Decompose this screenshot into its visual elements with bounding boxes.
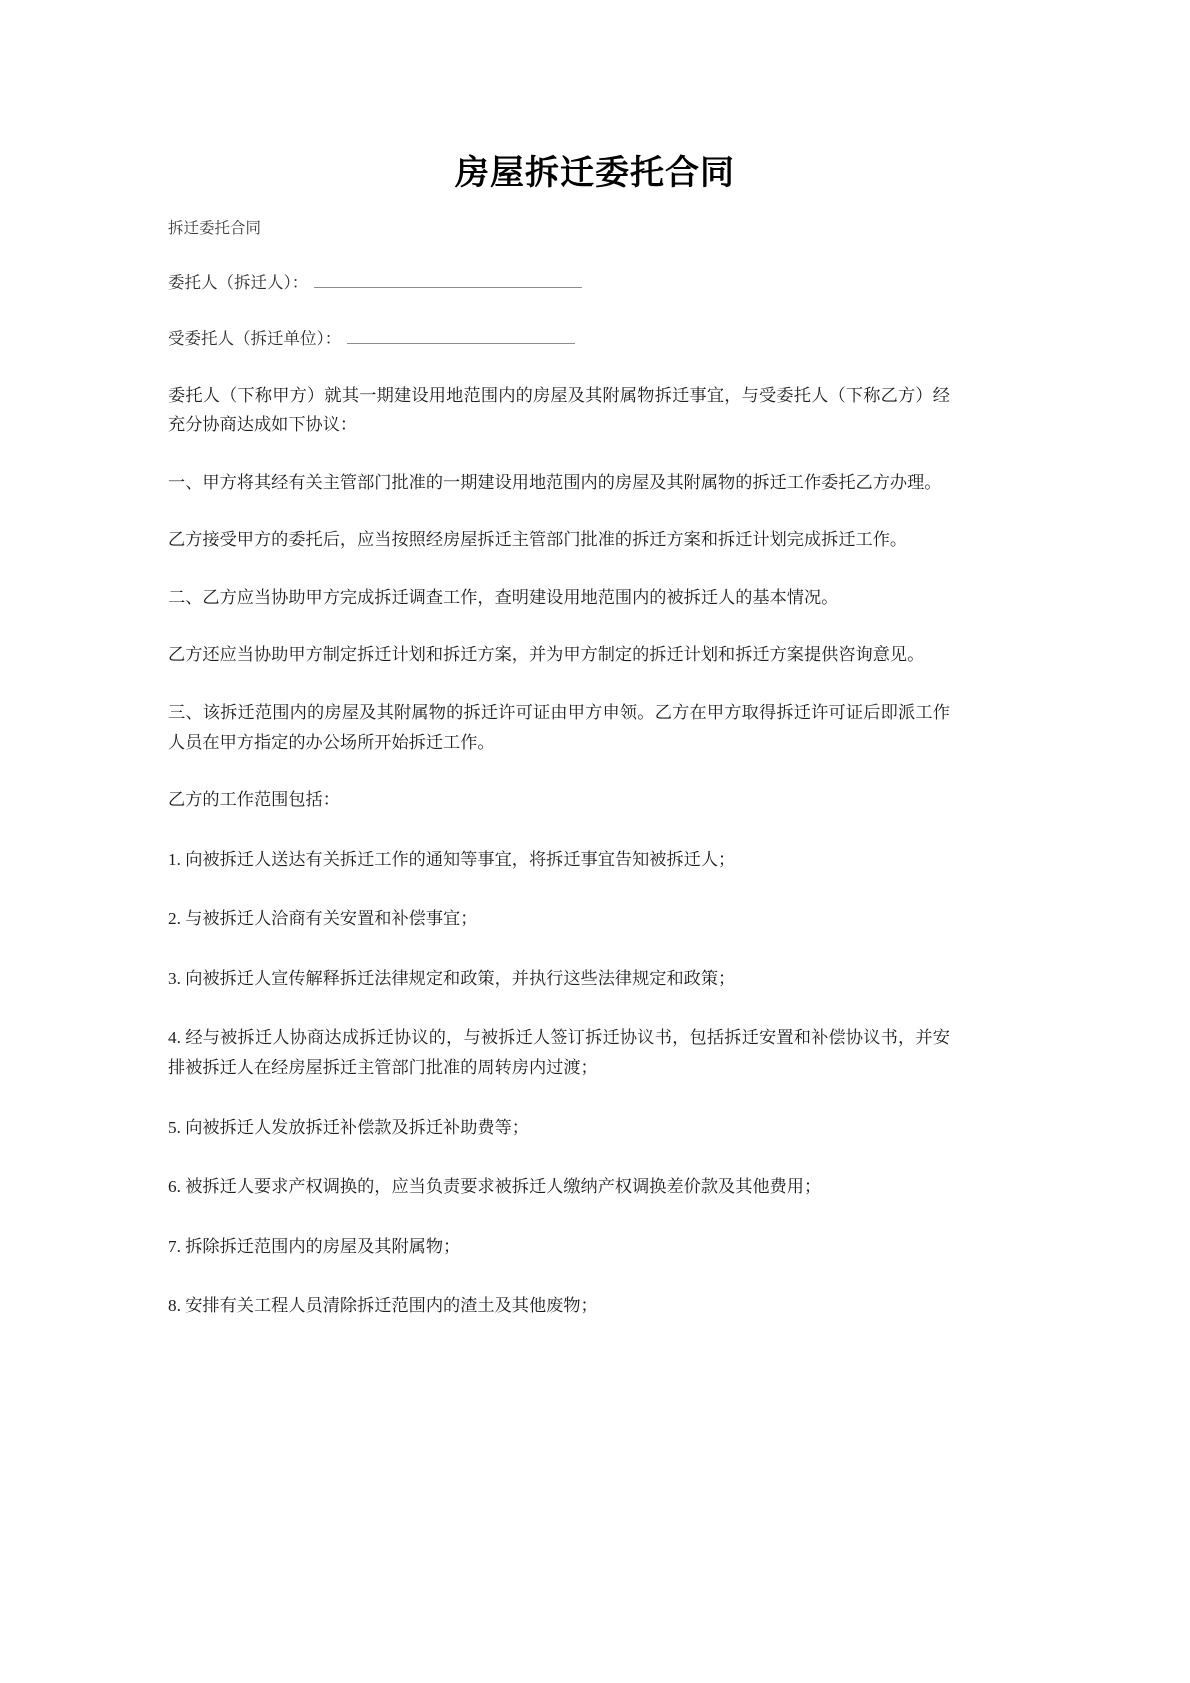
clause-1-body: 乙方接受甲方的委托后，应当按照经房屋拆迁主管部门批准的拆迁方案和拆迁计划完成拆迁工作。 bbox=[168, 530, 908, 550]
scope-item-3: 3. 向被拆迁人宣传解释拆迁法律规定和政策，并执行这些法律规定和政策； bbox=[168, 968, 736, 988]
document-body bbox=[168, 195, 950, 1321]
clause-3-heading: 三、该拆迁范围内的房屋及其附属物的拆迁许可证由甲方申领。乙方在甲方取得拆迁许可证后即派工作人员在甲方指定的办公场所开始拆迁工作。 bbox=[168, 703, 950, 752]
scope-intro: 乙方的工作范围包括： bbox=[168, 790, 340, 810]
field-input-entrusting-party[interactable] bbox=[314, 270, 582, 288]
scope-item-7: 7. 拆除拆迁范围内的房屋及其附属物； bbox=[168, 1236, 461, 1256]
scope-item-6: 6. 被拆迁人要求产权调换的，应当负责要求被拆迁人缴纳产权调换差价款及其他费用； bbox=[168, 1177, 822, 1197]
document-subtitle: 拆迁委托合同 bbox=[168, 219, 262, 237]
page-title: 房屋拆迁委托合同 bbox=[455, 154, 735, 192]
field-row-entrusting-party bbox=[168, 240, 950, 296]
field-label-entrusted-party: 受委托人（拆迁单位）： bbox=[168, 330, 342, 349]
scope-item-2: 2. 与被拆迁人洽商有关安置和补偿事宜； bbox=[168, 909, 478, 929]
field-input-entrusted-party[interactable] bbox=[347, 327, 575, 345]
preamble-paragraph: 委托人（下称甲方）就其一期建设用地范围内的房屋及其附属物拆迁事宜，与受委托人（下称乙方）经充分协商达成如下协议： bbox=[168, 385, 950, 435]
field-row-entrusted-party bbox=[168, 296, 950, 352]
field-label-entrusting-party: 委托人（拆迁人）： bbox=[168, 273, 309, 292]
scope-item-4: 4. 经与被拆迁人协商达成拆迁协议的，与被拆迁人签订拆迁协议书，包括拆迁安置和补偿协议书，并安排被拆迁人在经房屋拆迁主管部门批准的周转房内过渡； bbox=[168, 1028, 950, 1078]
clause-2-heading: 二、乙方应当协助甲方完成拆迁调查工作，查明建设用地范围内的被拆迁人的基本情况。 bbox=[168, 587, 839, 607]
scope-item-8: 8. 安排有关工程人员清除拆迁范围内的渣土及其他废物； bbox=[168, 1296, 598, 1316]
scope-item-1: 1. 向被拆迁人送达有关拆迁工作的通知等事宜，将拆迁事宜告知被拆迁人； bbox=[168, 849, 736, 869]
clause-2-body: 乙方还应当协助甲方制定拆迁计划和拆迁方案，并为甲方制定的拆迁计划和拆迁方案提供咨询意见。 bbox=[168, 645, 925, 665]
clause-1-heading: 一、甲方将其经有关主管部门批准的一期建设用地范围内的房屋及其附属物的拆迁工作委托乙方办理。 bbox=[168, 472, 942, 492]
scope-item-5: 5. 向被拆迁人发放拆迁补偿款及拆迁补助费等； bbox=[168, 1117, 529, 1137]
